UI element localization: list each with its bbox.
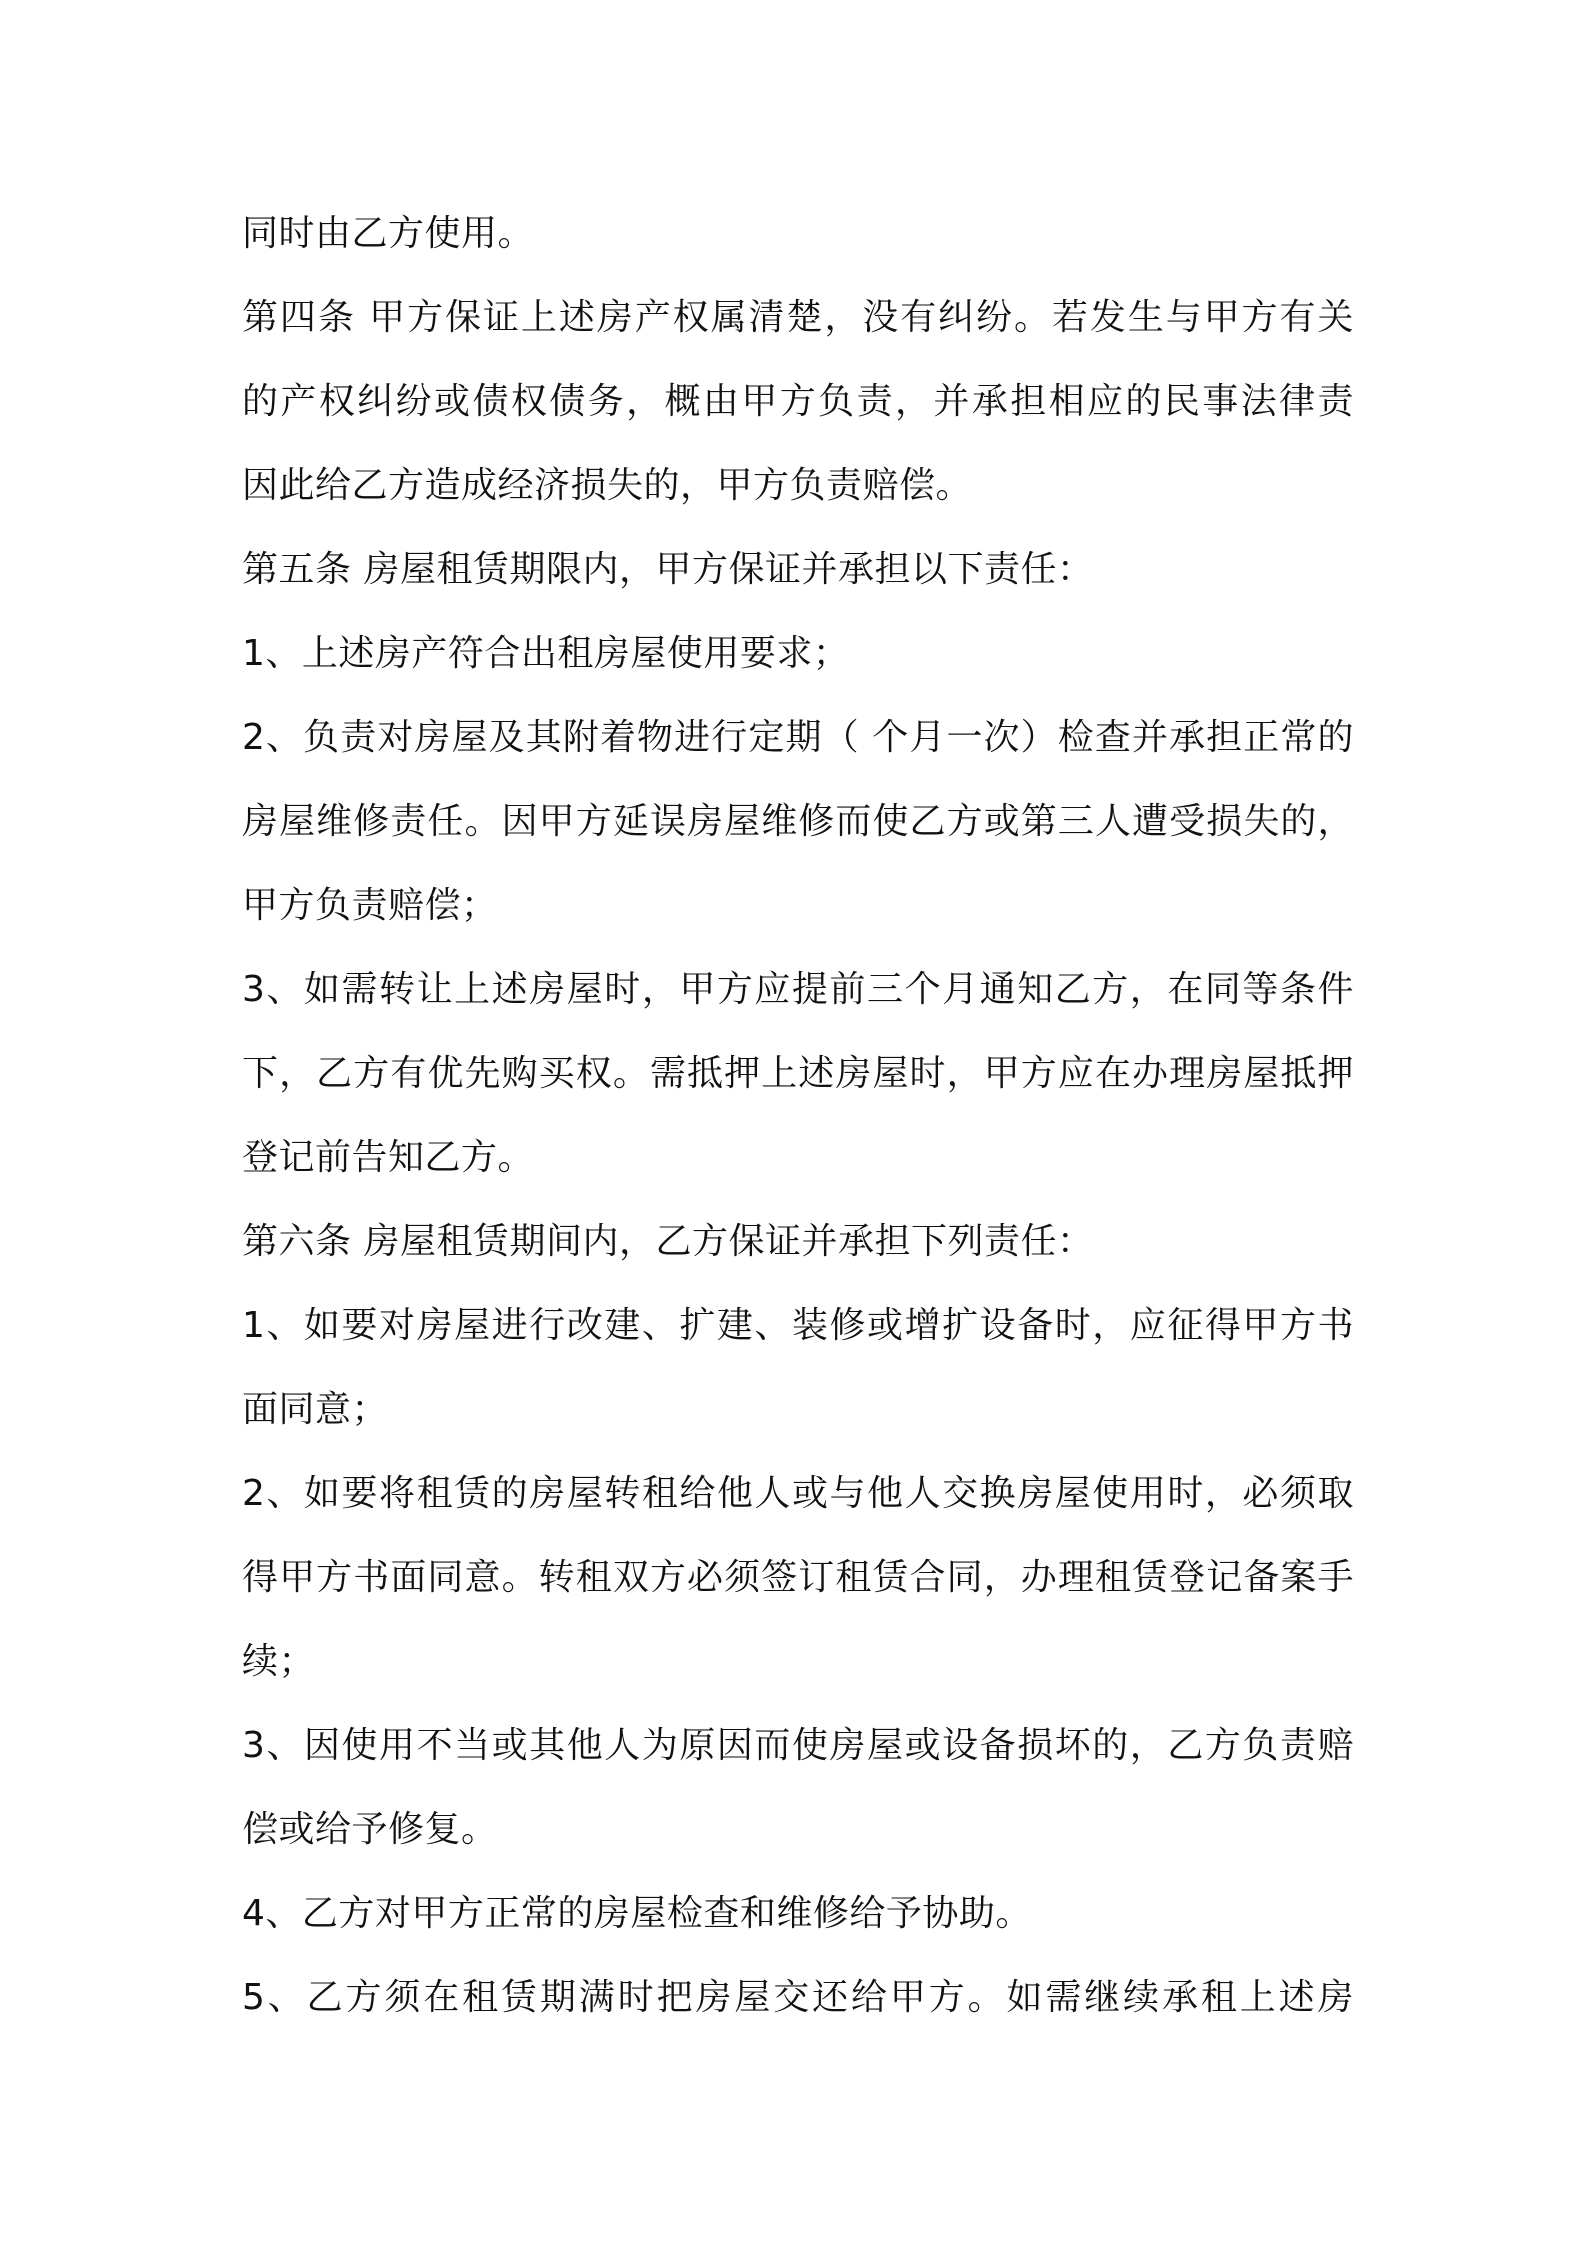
text-line: 的产权纠纷或债权债务，概由甲方负责，并承担相应的民事法律责 [242, 381, 1354, 422]
text-line: 房屋维修责任。因甲方延误房屋维修而使乙方或第三人遭受损失的， [242, 801, 1354, 842]
text-line: 2、负责对房屋及其附着物进行定期（ 个月一次）检查并承担正常的 [242, 717, 1354, 758]
text-line: 1、如要对房屋进行改建、扩建、装修或增扩设备时，应征得甲方书 [242, 1305, 1354, 1346]
text-line: 1、上述房产符合出租房屋使用要求； [242, 633, 850, 674]
text-line: 3、如需转让上述房屋时，甲方应提前三个月通知乙方，在同等条件 [242, 969, 1354, 1010]
text-line: 登记前告知乙方。 [242, 1137, 535, 1178]
text-line: 4、乙方对甲方正常的房屋检查和维修给予协助。 [242, 1893, 1032, 1934]
text-line: 下，乙方有优先购买权。需抵押上述房屋时，甲方应在办理房屋抵押 [242, 1053, 1354, 1094]
text-line: 得甲方书面同意。转租双方必须签订租赁合同，办理租赁登记备案手 [242, 1557, 1354, 1598]
text-line: 5、乙方须在租赁期满时把房屋交还给甲方。如需继续承租上述房 [242, 1977, 1354, 2018]
text-line: 第六条 房屋租赁期间内，乙方保证并承担下列责任： [242, 1221, 1094, 1262]
text-line: 第五条 房屋租赁期限内，甲方保证并承担以下责任： [242, 549, 1094, 590]
text-line: 续； [242, 1641, 316, 1682]
text-line: 同时由乙方使用。 [242, 213, 535, 254]
text-line: 因此给乙方造成经济损失的，甲方负责赔偿。 [242, 465, 973, 506]
text-line: 第四条 甲方保证上述房产权属清楚，没有纠纷。若发生与甲方有关 [242, 297, 1354, 338]
text-line: 3、因使用不当或其他人为原因而使房屋或设备损坏的，乙方负责赔 [242, 1725, 1354, 1766]
text-line: 2、如要将租赁的房屋转租给他人或与他人交换房屋使用时，必须取 [242, 1473, 1354, 1514]
text-line: 偿或给予修复。 [242, 1809, 498, 1850]
document-body [242, 192, 1354, 2040]
text-line: 甲方负责赔偿； [242, 885, 498, 926]
text-line: 面同意； [242, 1389, 389, 1430]
